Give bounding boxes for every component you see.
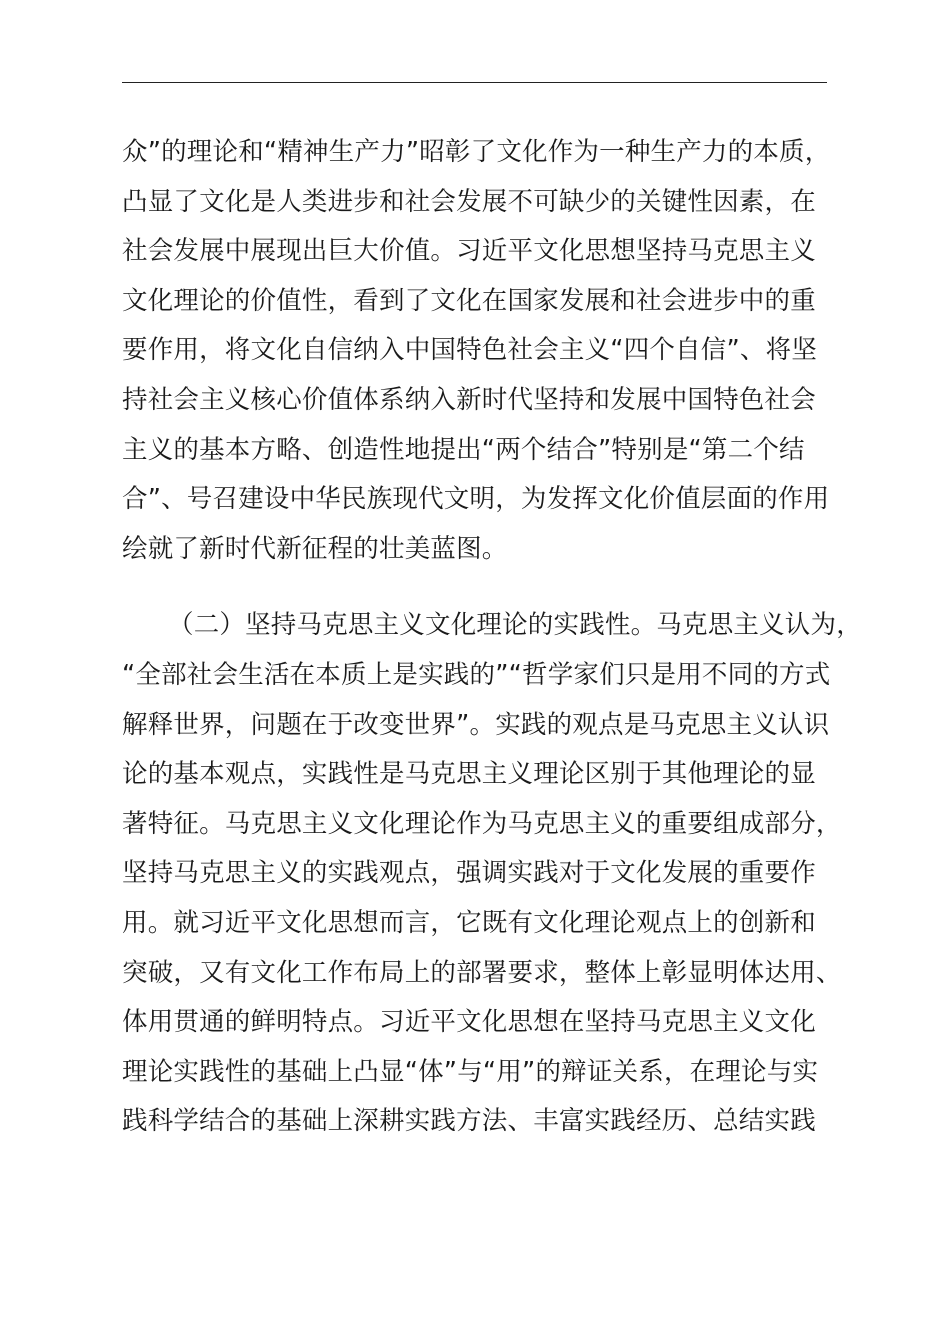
text-line: 持社会主义核心价值体系纳入新时代坚持和发展中国特色社会 [122,384,816,415]
header-rule [122,82,827,83]
text-line: 理论实践性的基础上凸显“体”与“用”的辩证关系，在理论与实 [122,1056,819,1087]
paragraph-1 [122,128,830,574]
text-line: 凸显了文化是人类进步和社会发展不可缺少的关键性因素，在 [122,186,816,217]
text-line: 社会发展中展现出巨大价值。习近平文化思想坚持马克思主义 [122,236,816,267]
text-line: 用。就习近平文化思想而言，它既有文化理论观点上的创新和 [122,907,816,938]
text-line: 突破，又有文化工作布局上的部署要求，整体上彰显明体达用、 [122,957,842,988]
paragraph-spacer [122,574,830,601]
text-line: 坚持马克思主义的实践观点，强调实践对于文化发展的重要作 [122,858,816,889]
document-body [122,128,862,1147]
text-line: 文化理论的价值性，看到了文化在国家发展和社会进步中的重 [122,285,816,316]
text-line: 著特征。马克思主义文化理论作为马克思主义的重要组成部分， [122,808,842,839]
section-heading-line: （二）坚持马克思主义文化理论的实践性。马克思主义认为， [168,610,862,641]
text-line: “全部社会生活在本质上是实践的”“哲学家们只是用不同的方式 [122,659,831,690]
text-line: 论的基本观点，实践性是马克思主义理论区别于其他理论的显 [122,759,816,790]
text-line: 众”的理论和“精神生产力”昭彰了文化作为一种生产力的本质， [122,137,831,167]
text-line: 践科学结合的基础上深耕实践方法、丰富实践经历、总结实践 [122,1106,816,1137]
text-line: 绘就了新时代新征程的壮美蓝图。 [122,533,508,564]
text-line: 要作用，将文化自信纳入中国特色社会主义“四个自信”、将坚 [122,335,818,366]
text-line: 解释世界，问题在于改变世界”。实践的观点是马克思主义认识 [122,709,830,740]
text-line: 合”、号召建设中华民族现代文明，为发挥文化价值层面的作用 [122,484,830,515]
paragraph-2 [122,601,862,1147]
text-line: 体用贯通的鲜明特点。习近平文化思想在坚持马克思主义文化 [122,1007,816,1038]
text-line: 主义的基本方略、创造性地提出“两个结合”特别是“第二个结 [122,434,805,465]
